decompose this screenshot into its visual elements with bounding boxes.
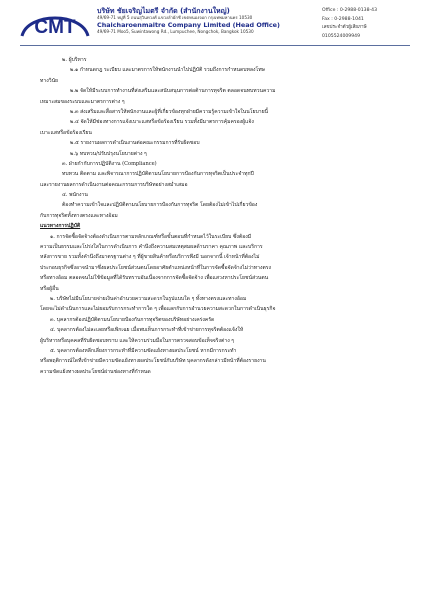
body-line: ๒.๓ ส่งเสริมและสื่อสารให้พนักงานและผู้ที่เกี่ยวข้องทุกฝ่ายมีความรู้ความเข้าใจในนโยบายนี้ <box>70 108 269 115</box>
body-line: ๒. บริษัทไม่มีนโยบายจ่ายเงินค่าอำนวยความสะดวกในรูปแบบใด ๆ ทั้งทางตรงและทางอ้อม <box>50 295 247 302</box>
body-line: เหมาะสมของระบบและมาตรการต่าง ๆ <box>40 98 125 105</box>
body-line: โดยจะไม่ดำเนินการและไม่ยอมรับการกระทำการใด ๆ เพื่อแลกกับการอำนวยความสะดวกในการดำเนินธุรกิจ <box>40 306 276 313</box>
body-line: ๓. ฝ่ายกำกับการปฏิบัติงาน (Compliance) <box>62 160 157 167</box>
body-line: ๓. บุคลากรต้องปฏิบัติตามนโยบายป้องกันการทุจริตของบริษัทอย่างเคร่งครัด <box>50 316 215 323</box>
body-line: หรือทางอ้อม ตลอดจนไม่ใช้ข้อมูลที่ได้รับทราบอันเนื่องจากการจัดซื้อจัดจ้าง เพื่อแสวงหาประโยชน์ส่วนตน <box>40 275 269 282</box>
body-line: ความขัดแย้งทางผลประโยชน์ผ่านช่องทางที่กำหนด <box>40 368 151 375</box>
body-line: เบาะแสหรือข้อร้องเรียน <box>40 129 92 136</box>
body-line: ๒.๕ รายงานผลการดำเนินงานต่อคณะกรรมการที่รับผิดชอบ <box>70 140 200 147</box>
tax-id: 0105524009949 <box>322 33 360 39</box>
body-line: ประกอบธุรกิจซึ่งอาจนำมาซึ่งผลประโยชน์ส่วนตนโดยอาศัยตำแหน่งหน้าที่ในการจัดซื้อจัดจ้างไม่ว่าทางตรง <box>40 264 272 271</box>
body-line: ผู้บริหารหรือบุคคลที่รับผิดชอบทราบ และให้ความร่วมมือในการตรวจสอบข้อเท็จจริงต่าง ๆ <box>40 337 235 344</box>
body-line: กับการทุจริตทั้งทางตรงและทางอ้อม <box>40 212 118 219</box>
contact-info <box>322 7 410 41</box>
address-th: 49/69-71 หมู่ที่ 5 ถนนสุวินทวงศ์ แขวงลำผักชี เขตหนองจอก กรุงเทพมหานคร 10530 <box>97 15 253 20</box>
svg-text:CMT: CMT <box>34 17 76 38</box>
section-heading: แนวทางการปฏิบัติ <box>40 223 81 230</box>
address-en: 49/69-71 Moo5, Suwintawong Rd., Lumpuchee, Nongchok, Bangkok 10530 <box>97 29 254 34</box>
company-logo <box>20 9 90 39</box>
body-line: ๒.๖ ทบทวน/ปรับปรุงนโยบายต่าง ๆ <box>70 150 147 157</box>
body-line: ต้องทำความเข้าใจและปฏิบัติตามนโยบายการป้องกันการทุจริต โดยต้องไม่เข้าไปเกี่ยวข้อง <box>62 202 258 209</box>
company-info <box>97 7 315 35</box>
body-line: ทางวินัย <box>40 77 59 84</box>
tax-label: เลขประจำตัวผู้เสียภาษี <box>322 25 367 31</box>
body-line: และรายงานผลการดำเนินงานต่อคณะกรรมการบริษัทอย่างสม่ำเสมอ <box>40 181 188 188</box>
body-line: ๔. พนักงาน <box>62 192 88 199</box>
letterhead <box>20 7 410 41</box>
company-name-th: บริษัท ชัยเจริญไมตรี จำกัด (สำนักงานใหญ่) <box>97 7 230 15</box>
document-body <box>22 55 410 377</box>
body-line: ๑. การจัดซื้อจัดจ้างต้องดำเนินการตามหลักเกณฑ์หรือขั้นตอนที่กำหนดไว้ในระเบียบ ซึ่งต้องมี <box>50 233 252 240</box>
office-phone: Office : 0-2988-0138-43 <box>322 8 377 13</box>
body-line: หรือพฤติการณ์ใดที่เข้าข่ายมีความขัดแย้งทางผลประโยชน์กับบริษัท บุคลากรดังกล่าวมีหน้าที่ต้องรายงาน <box>40 358 266 365</box>
body-line: ๒.๒ จัดให้มีระบบการทำงานที่ส่งเสริมและสนับสนุนการต่อต้านการทุจริต ตลอดจนทบทวนความ <box>70 88 276 95</box>
header-divider <box>20 45 410 46</box>
fax-number: Fax : 0-2988-1041 <box>322 16 364 22</box>
body-line: หรือผู้อื่น <box>40 285 59 292</box>
body-line: ทบทวน ติดตาม และพิจารณาการปฏิบัติตามนโยบายการป้องกันการทุจริตเป็นประจำทุกปี <box>62 171 254 178</box>
body-line: ๒.๔ จัดให้มีช่องทางการแจ้งเบาะแสหรือข้อร้องเรียน รวมทั้งมีมาตรการคุ้มครองผู้แจ้ง <box>70 119 254 126</box>
body-line: ๕. บุคลากรต้องหลีกเลี่ยงการกระทำที่มีความขัดแย้งทางผลประโยชน์ หากมีการกระทำ <box>50 347 237 354</box>
body-line: ๒.๑ กำหนดกฎ ระเบียบ และมาตรการให้พนักงานนำไปปฏิบัติ รวมถึงการกำหนดบทลงโทษ <box>70 67 265 74</box>
company-name-en: Chaicharoenmaitre Company Limited (Head Office) <box>97 21 280 29</box>
body-line: ๒. ผู้บริหาร <box>62 57 87 63</box>
body-line: ความเป็นธรรมและโปร่งใสในการดำเนินการ คำนึงถึงความสมเหตุสมผลด้านราคา คุณภาพ และบริการ <box>40 244 263 251</box>
body-line: หลังการขาย รวมทั้งคำนึงถึงมาตรฐานต่าง ๆ ที่ผู้ขายสินค้าหรือบริการพึงมี นอกจากนี้ เจ้าหน้าที่ต้องไม่ <box>40 254 260 261</box>
body-line: ๔. บุคลากรต้องไม่ละเลยหรือเพิกเฉย เมื่อพบเห็นการกระทำที่เข้าข่ายการทุจริตต้องแจ้งให้ <box>50 327 244 334</box>
